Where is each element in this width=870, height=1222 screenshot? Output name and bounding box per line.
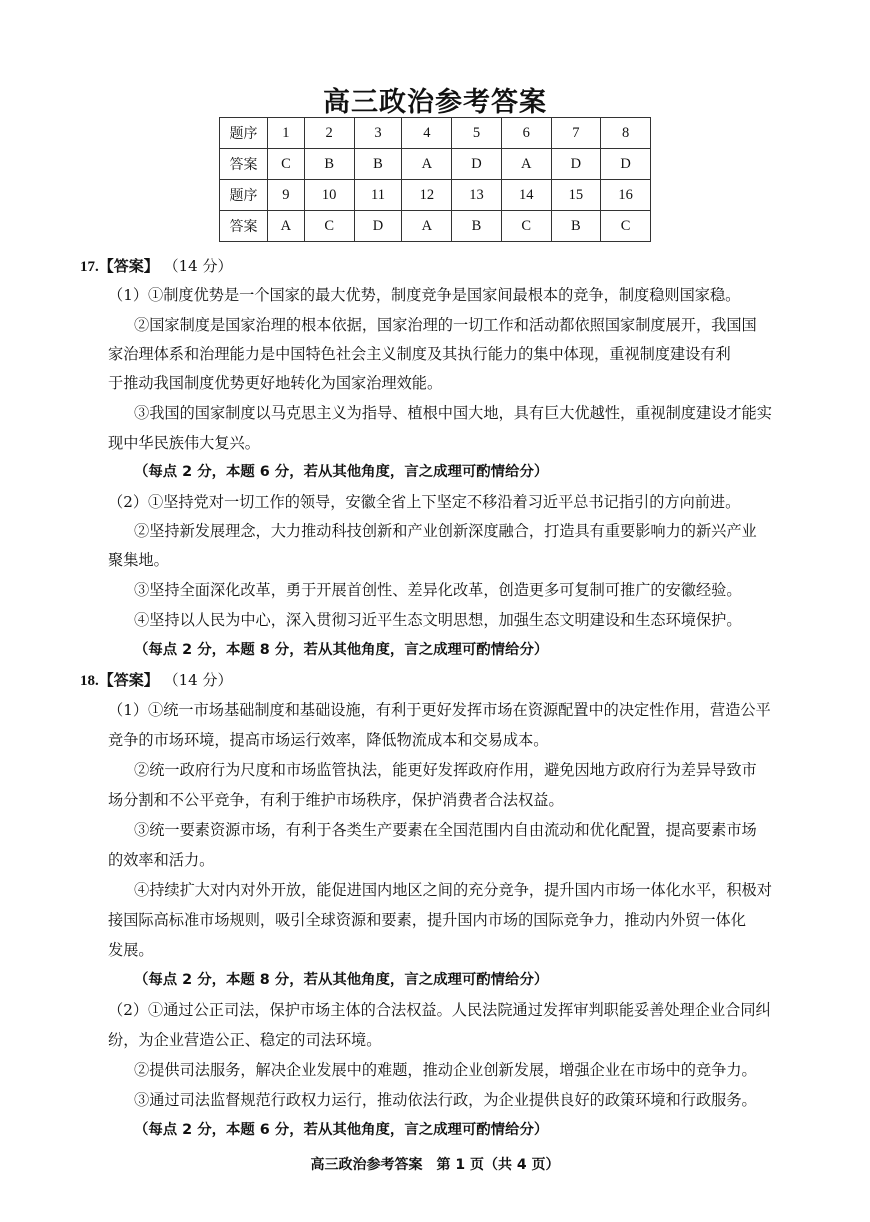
answer-table-cell: B [354,149,402,180]
q18-part1-scoring-note: （每点 2 分，本题 8 分，若从其他角度，言之成理可酌情给分） [134,972,549,988]
q17-part2-scoring-note: （每点 2 分，本题 8 分，若从其他角度，言之成理可酌情给分） [134,642,549,658]
q17-part1-line: 家治理体系和治理能力是中国特色社会主义制度及其执行能力的集中体现，重视制度建设有利 [108,345,731,363]
q17-part1-line: ③我国的国家制度以马克思主义为指导、植根中国大地，具有巨大优越性，重视制度建设才能实 [134,404,772,422]
q18-part2-line: （2）①通过公正司法，保护市场主体的合法权益。人民法院通过发挥审判职能妥善处理企业合同纠 [108,1001,771,1019]
q17-part1-line: 于推动我国制度优势更好地转化为国家治理效能。 [108,374,443,392]
q18-part2-line: ②提供司法服务，解决企业发展中的难题，推动企业创新发展，增强企业在市场中的竞争力。 [134,1061,757,1079]
answer-table-cell: D [354,211,402,242]
answer-table-cell: B [452,211,502,242]
q18-part1-line: 的效率和活力。 [108,851,215,869]
answer-table-cell: C [268,149,305,180]
q18-header [80,670,232,691]
q18-part1-line: （1）①统一市场基础制度和基础设施，有利于更好发挥市场在资源配置中的决定性作用，营造公平 [108,701,771,719]
answer-table-row [220,211,651,242]
q18-part1-line: 场分割和不公平竞争，有利于维护市场秩序，保护消费者合法权益。 [108,791,564,809]
answer-table-cell: C [501,211,551,242]
answer-table-row [220,149,651,180]
q17-part2-line: 聚集地。 [108,551,169,569]
answer-table-cell: D [601,149,651,180]
answer-table-cell: B [551,211,601,242]
answer-table-cell: 14 [501,180,551,211]
answer-table-cell: B [304,149,354,180]
q17-part2-line: （2）①坚持党对一切工作的领导，安徽全省上下坚定不移沿着习近平总书记指引的方向前进。 [108,493,741,511]
q18-answer-tag: 【答案】 [98,671,159,689]
q18-points: （14 分） [163,671,233,689]
q18-part1-line: ②统一政府行为尺度和市场监管执法，能更好发挥政府作用，避免因地方政府行为差异导致市 [134,761,757,779]
answer-table-cell: 12 [402,180,452,211]
answer-table-cell: 2 [304,118,354,149]
answer-table-cell: 16 [601,180,651,211]
answer-table-cell: 4 [402,118,452,149]
answer-table-cell: 13 [452,180,502,211]
answer-table-cell: 11 [354,180,402,211]
q18-part1-line: 竞争的市场环境，提高市场运行效率，降低物流成本和交易成本。 [108,731,549,749]
page-footer: 高三政治参考答案 第 1 页（共 4 页） [310,1157,560,1173]
answer-table-cell: A [268,211,305,242]
q17-part1-scoring-note: （每点 2 分，本题 6 分，若从其他角度，言之成理可酌情给分） [134,464,549,480]
q18-part2-scoring-note: （每点 2 分，本题 6 分，若从其他角度，言之成理可酌情给分） [134,1122,549,1138]
answer-table-cell: C [304,211,354,242]
q17-part2-line: ④坚持以人民为中心，深入贯彻习近平生态文明思想，加强生态文明建设和生态环境保护。 [134,611,742,629]
answer-table-cell: 1 [268,118,305,149]
answer-table-cell: 8 [601,118,651,149]
answer-table-cell: 7 [551,118,601,149]
answer-table-cell: 15 [551,180,601,211]
q17-part1-line: 现中华民族伟大复兴。 [108,434,260,452]
q17-number: 17. [80,259,99,275]
answer-table-cell: D [452,149,502,180]
answer-table-row-header: 答案 [220,211,268,242]
q18-part1-line: 接国际高标准市场规则，吸引全球资源和要素，提升国内市场的国际竞争力，推动内外贸一体化 [108,911,746,929]
q18-part1-line: ③统一要素资源市场，有利于各类生产要素在全国范围内自由流动和优化配置，提高要素市场 [134,821,757,839]
answer-table-cell: D [551,149,601,180]
q17-part1-line: ②国家制度是国家治理的根本依据，国家治理的一切工作和活动都依照国家制度展开，我国国 [134,316,757,334]
q17-part2-line: ②坚持新发展理念，大力推动科技创新和产业创新深度融合，打造具有重要影响力的新兴产业 [134,522,757,540]
answer-table-row [220,180,651,211]
answer-table-cell: 5 [452,118,502,149]
q18-part1-line: ④持续扩大对内对外开放，能促进国内地区之间的充分竞争，提升国内市场一体化水平，积极对 [134,881,772,899]
answer-table-cell: 6 [501,118,551,149]
answer-table-cell: A [501,149,551,180]
answer-table-cell: 9 [268,180,305,211]
q17-points: （14 分） [163,257,233,275]
q17-part2-line: ③坚持全面深化改革，勇于开展首创性、差异化改革，创造更多可复制可推广的安徽经验。 [134,581,742,599]
q18-part1-line: 发展。 [108,941,154,959]
page-title: 高三政治参考答案 [323,87,547,118]
q17-answer-tag: 【答案】 [98,257,159,275]
answer-table-row-header: 答案 [220,149,268,180]
answer-table-row [220,118,651,149]
answer-table [219,117,651,242]
q18-part2-line: ③通过司法监督规范行政权力运行，推动依法行政，为企业提供良好的政策环境和行政服务。 [134,1091,757,1109]
q18-part2-line: 纷，为企业营造公正、稳定的司法环境。 [108,1031,382,1049]
q18-number: 18. [80,673,99,689]
answer-table-row-header: 题序 [220,118,268,149]
answer-table-cell: A [402,149,452,180]
answer-table-cell: 3 [354,118,402,149]
q17-part1-line: （1）①制度优势是一个国家的最大优势，制度竞争是国家间最根本的竞争，制度稳则国家稳。 [108,286,741,304]
answer-table-row-header: 题序 [220,180,268,211]
answer-table-cell: A [402,211,452,242]
q17-header [80,256,232,277]
answer-table-cell: C [601,211,651,242]
answer-table-cell: 10 [304,180,354,211]
